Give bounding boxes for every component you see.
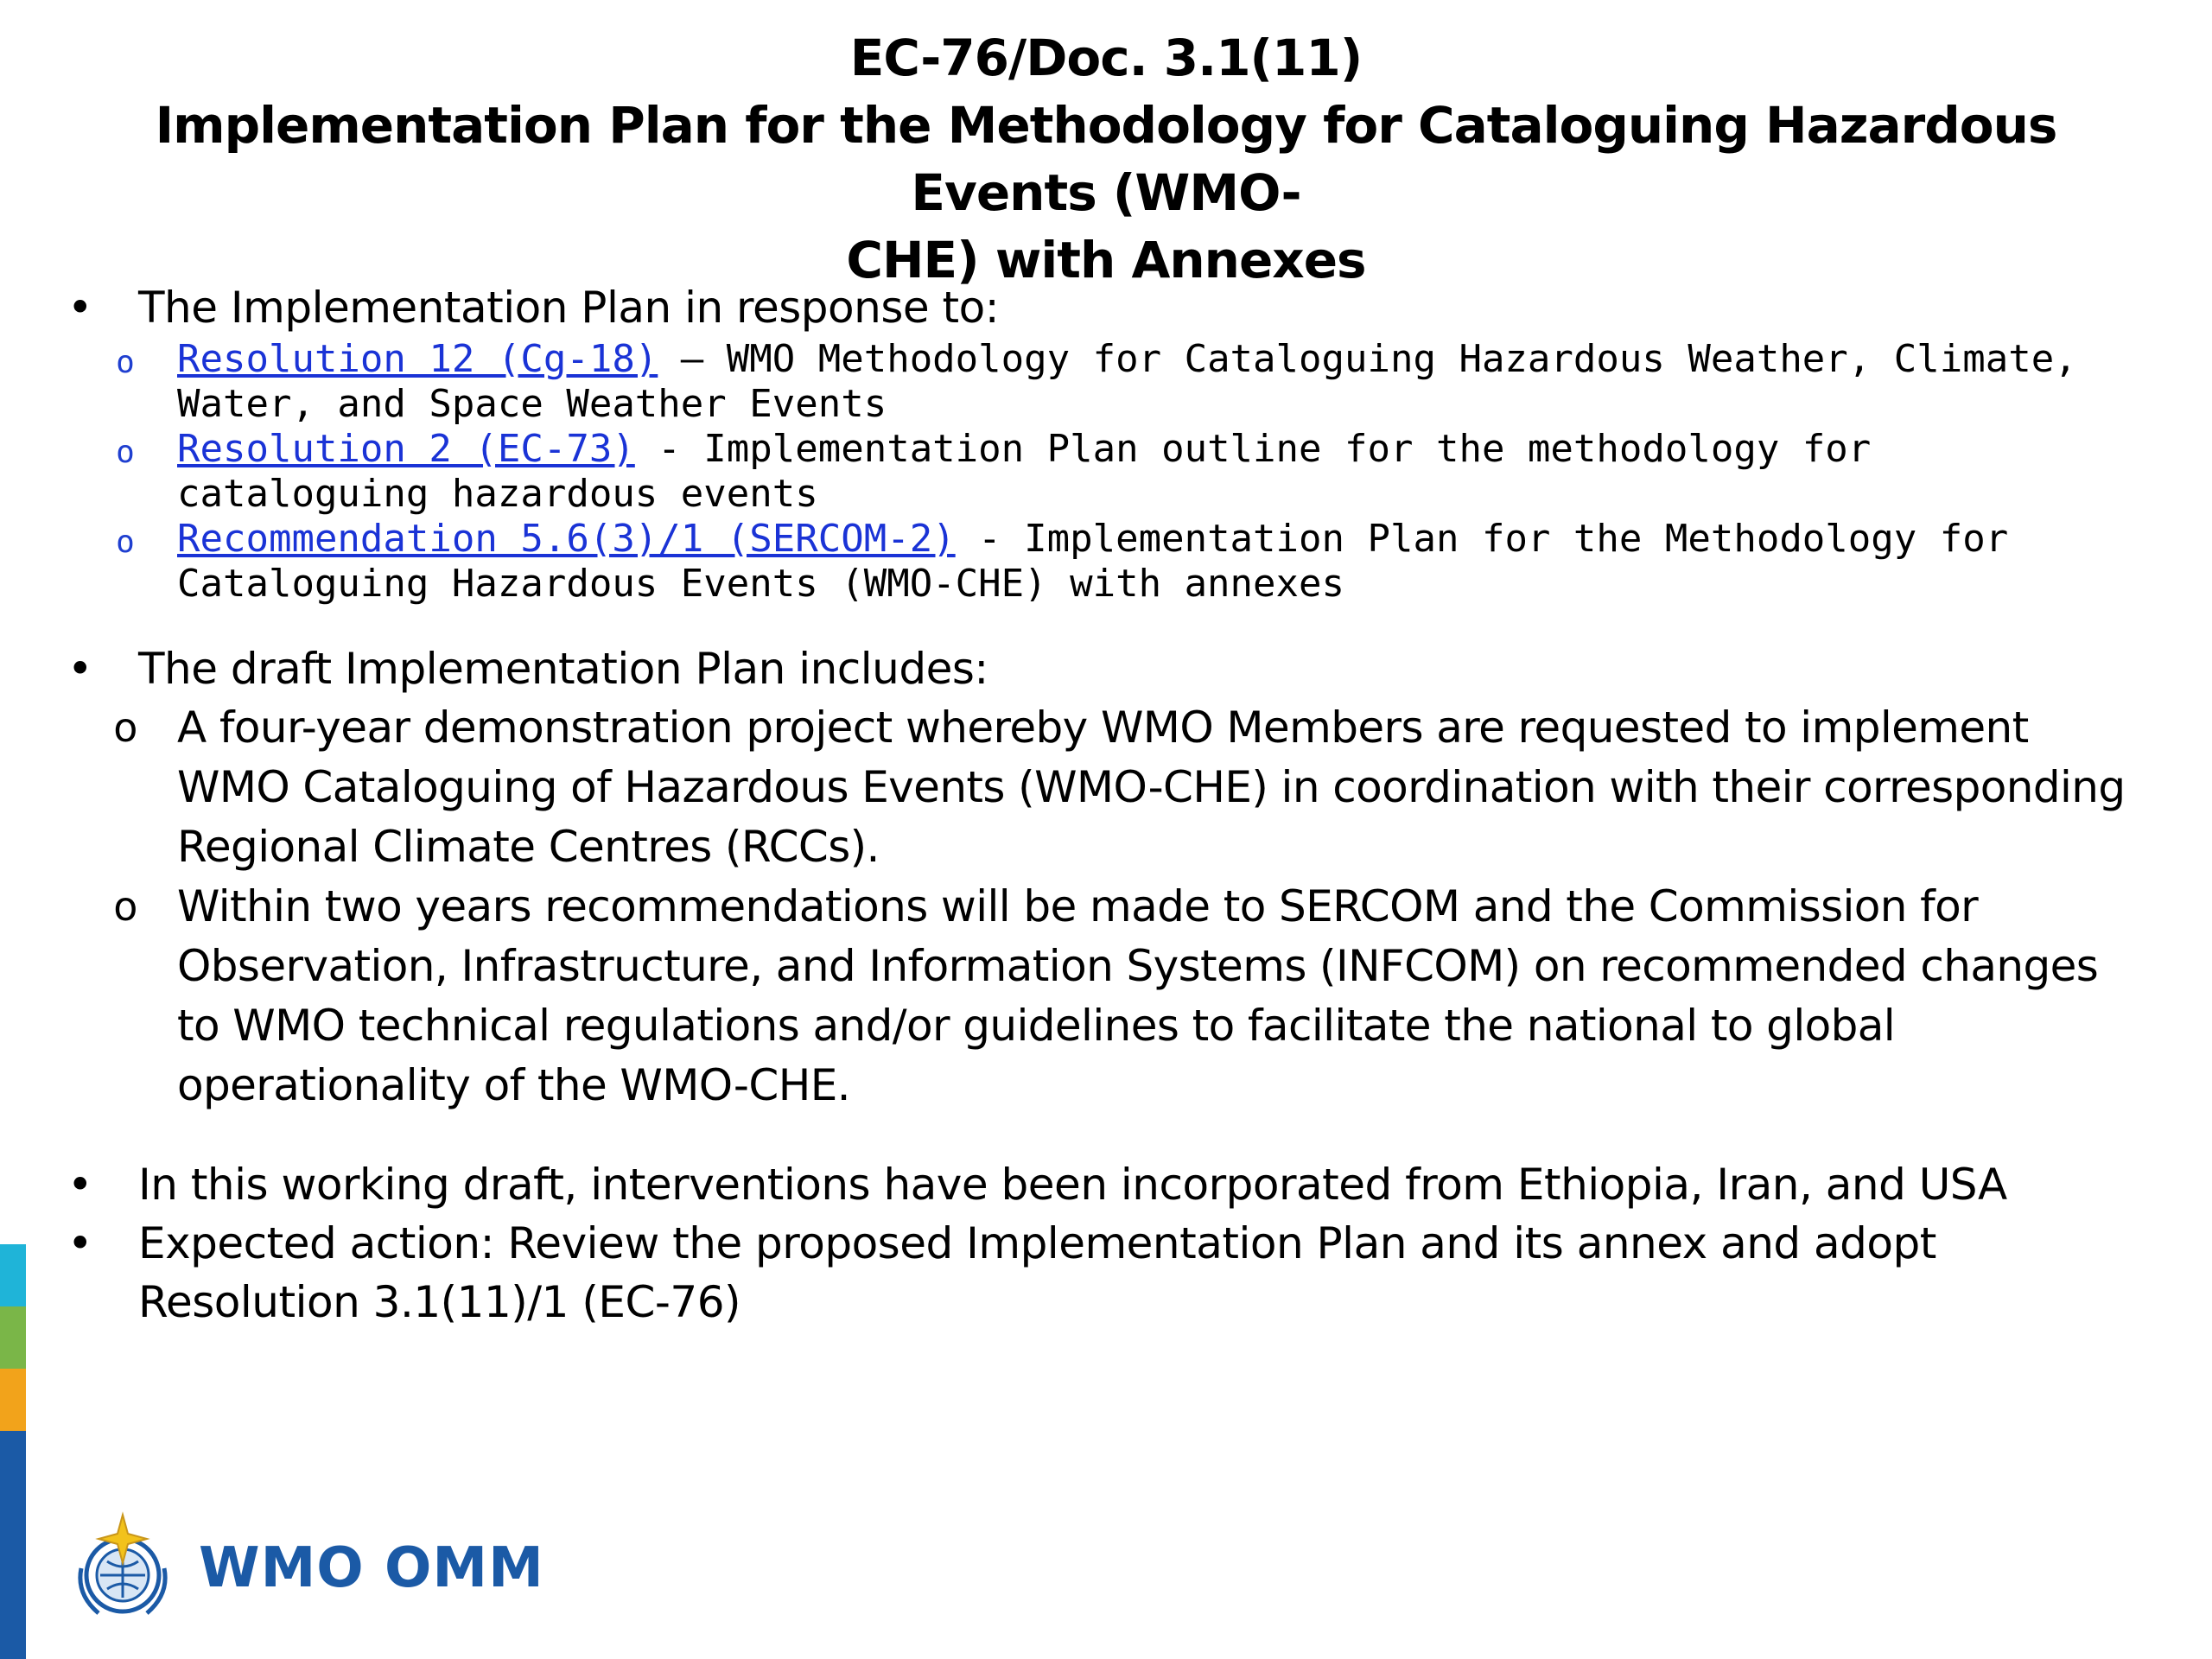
- wmo-emblem-icon: [62, 1508, 183, 1629]
- list-item: [113, 877, 2130, 1116]
- list-item-text: – WMO Methodology for Cataloguing Hazardous Weather, Climate, Water, and Space Weather Events: [177, 337, 2077, 426]
- stripe-cyan: [0, 1244, 26, 1306]
- bullet-text: Expected action: Review the proposed Implementation Plan and its annex and adopt Resolution 3.1(11)/1 (EC-76): [138, 1218, 1936, 1327]
- bullet-text: In this working draft, interventions have been incorporated from Ethiopia, Iran, and USA: [138, 1160, 2007, 1210]
- recommendation-link[interactable]: Recommendation 5.6(3)/1 (SERCOM-2): [177, 517, 956, 561]
- stripe-green: [0, 1306, 26, 1369]
- bullet-interventions: [67, 1155, 2141, 1214]
- title-line-3: CHE) with Annexes: [846, 231, 1366, 289]
- list-item-text: Within two years recommendations will be made to SERCOM and the Commission for Observation, Infrastructure, and Information Systems (INFCOM) on recommended changes to WMO technical regulations and/or guidelines to facilitate the national to global operationality of the WMO-CHE.: [177, 881, 2099, 1110]
- list-item: [113, 698, 2130, 877]
- bullet-text: The draft Implementation Plan includes:: [138, 644, 988, 694]
- stripe-blue: [0, 1431, 26, 1659]
- sub-bullet-symbol: o: [113, 883, 137, 930]
- list-item: [116, 337, 2130, 427]
- bullet-symbol: •: [67, 283, 92, 333]
- bullet-text: The Implementation Plan in response to:: [138, 283, 1000, 333]
- wmo-omm-brand: WMO OMM: [199, 1536, 544, 1600]
- bullet-draft-plan: [67, 639, 2141, 698]
- resolution-2-link[interactable]: Resolution 2 (EC-73): [177, 427, 635, 471]
- list-item-text: - Implementation Plan for the Methodology for Cataloguing Hazardous Events (WMO-CHE) with annexes: [177, 517, 2009, 606]
- bullet-response: [67, 278, 2141, 337]
- sub-bullet-symbol: o: [113, 704, 137, 751]
- doc-number: EC-76/Doc. 3.1(11): [849, 29, 1363, 87]
- list-item: [116, 517, 2130, 607]
- resolution-12-link[interactable]: Resolution 12 (Cg-18): [177, 337, 658, 381]
- sub-bullet-symbol: o: [116, 345, 135, 380]
- bullet-symbol: •: [67, 644, 92, 694]
- bullet-symbol: •: [67, 1218, 92, 1268]
- sub-bullet-symbol: o: [116, 524, 135, 560]
- draft-plan-sublist: [113, 698, 2130, 1116]
- response-sublist: [116, 337, 2130, 607]
- list-item-text: A four-year demonstration project whereby WMO Members are requested to implement WMO Cataloguing of Hazardous Events (WMO-CHE) in coordination with their corresponding Regional Climate Centres (RCCs).: [177, 702, 2126, 872]
- bullet-symbol: •: [67, 1160, 92, 1210]
- slide-title: [121, 24, 2091, 294]
- list-item-text: - Implementation Plan outline for the methodology for cataloguing hazardous events: [177, 427, 1872, 516]
- list-item: [116, 427, 2130, 517]
- bullet-expected-action: [67, 1214, 2055, 1332]
- sub-bullet-symbol: o: [116, 435, 135, 470]
- title-line-2: Implementation Plan for the Methodology for Cataloguing Hazardous Events (WMO-: [155, 96, 2057, 222]
- stripe-orange: [0, 1369, 26, 1431]
